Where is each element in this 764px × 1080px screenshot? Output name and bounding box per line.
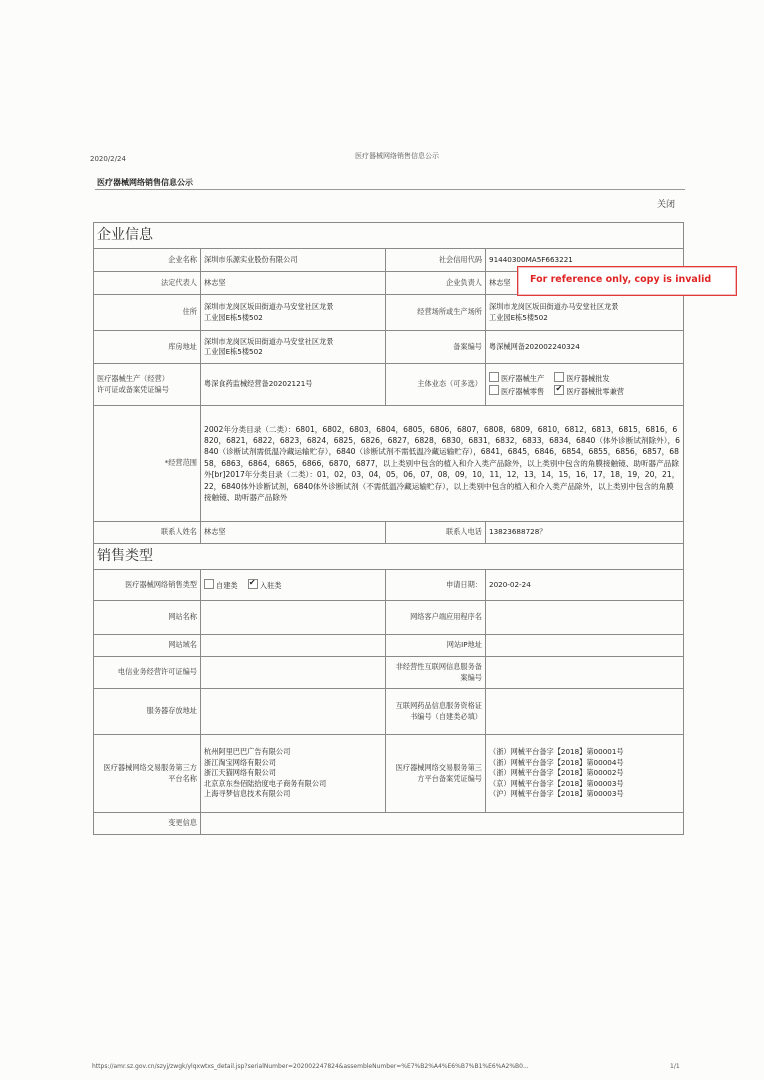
value-drug-info — [486, 689, 684, 735]
checkbox-box[interactable] — [554, 372, 564, 382]
sales-type-group — [201, 570, 386, 601]
enterprise-section-header — [94, 223, 684, 249]
checkbox-settled[interactable] — [248, 579, 282, 591]
checkbox-label: 医疗器械批发 — [566, 374, 610, 384]
value-scope: 2002年分类目录（二类）：6801，6802，6803，6804，6805，6806，6807，6808，6809，6810，6812，6813，6815，6816，6820，6821，6822，6823，6824，6825，6826，6827，6828，6830，6831，6832，6833，6834，6840（体外诊断试剂除外），6840（诊断试剂需低温冷藏运输贮存），6840（诊断试剂不需低温冷藏运输贮存），6841，6845，6846，6854，6855，6856，6857，6858，6863，6864，6865，6866，6870，6877，以上类别中包含的植入和介入类产品除外，以上类别中包含的角膜接触镜、助听器产品除外[br]2017年分类目录（二类）：01，02，03，04，05，06，07，08，09，10，11，12，13，14，15，16，17，18，19，20，21，22，6840体外诊断试剂，6840体外诊断试剂（不需低温冷藏运输贮存），以上类别中包含的植入和介入类产品除外，以上类别中包含的角膜接触镜、助听器产品除外 — [201, 406, 684, 522]
label-credit-code: 社会信用代码 — [386, 249, 486, 272]
label-legal-rep: 法定代表人 — [94, 272, 201, 295]
section-title-sales: 销售类型 — [97, 548, 153, 565]
label-apply-date: 申请日期： — [386, 570, 486, 601]
label-icp: 非经营性互联网信息服务备案编号 — [386, 657, 486, 689]
label-server: 服务器存放地址 — [94, 689, 201, 735]
checkbox-box[interactable] — [489, 372, 499, 382]
value-license: 粤深食药监械经营备20202121号 — [201, 364, 386, 406]
checkbox-box[interactable] — [554, 385, 564, 395]
value-telecom — [201, 657, 386, 689]
enterprise-info-table — [93, 222, 684, 835]
reference-only-text: For reference only, copy is invalid — [530, 274, 712, 285]
value-ip — [486, 635, 684, 657]
value-platform-names: 杭州阿里巴巴广告有限公司 浙江淘宝网络有限公司 浙江天猫网络有限公司 北京京东叁佰陆拾度电子商务有限公司 上海寻梦信息技术有限公司 — [201, 735, 386, 813]
label-drug-info: 互联网药品信息服务资格证书编号（自建类必填） — [386, 689, 486, 735]
value-legal-rep: 林志坚 — [201, 272, 386, 295]
value-app-name — [486, 601, 684, 635]
checkbox-box[interactable] — [248, 579, 258, 589]
value-site-name — [201, 601, 386, 635]
sales-section-header — [94, 544, 684, 570]
label-scope: *经营范围 — [94, 406, 201, 522]
checkbox-label: 医疗器械批零兼营 — [566, 386, 624, 396]
label-record-no: 备案编号 — [386, 331, 486, 364]
label-owner: 企业负责人 — [386, 272, 486, 295]
checkbox-self-built[interactable] — [204, 579, 238, 591]
checkbox-label: 医疗器械生产 — [501, 374, 545, 384]
label-business-type: 主体业态（可多选） — [386, 364, 486, 406]
checkbox-box[interactable] — [204, 579, 214, 589]
label-biz-address: 经营场所或生产场所 — [386, 295, 486, 331]
value-address: 深圳市龙岗区坂田街道办马安堂社区龙景 工业园E栋5楼502 — [201, 295, 386, 331]
checkbox-biz-retail[interactable] — [489, 385, 544, 397]
value-domain — [201, 635, 386, 657]
print-date: 2020/2/24 — [90, 155, 126, 163]
value-contact: 林志坚 — [201, 522, 386, 544]
value-record-no: 粤深械网备202002240324 — [486, 331, 684, 364]
label-enterprise-name: 企业名称 — [94, 249, 201, 272]
value-owner: 林志坚 — [486, 272, 684, 295]
value-warehouse: 深圳市龙岗区坂田街道办马安堂社区龙景 工业园E栋5楼502 — [201, 331, 386, 364]
checkbox-label: 自建类 — [216, 580, 238, 590]
label-change: 变更信息 — [94, 813, 201, 835]
footer-page-number: 1/1 — [670, 1063, 680, 1070]
label-app-name: 网络客户端应用程序名 — [386, 601, 486, 635]
value-credit-code: 91440300MA5F663221 — [486, 249, 684, 272]
value-icp — [486, 657, 684, 689]
value-phone: 13823688728？ — [486, 522, 684, 544]
value-server — [201, 689, 386, 735]
checkbox-box[interactable] — [489, 385, 499, 395]
label-phone: 联系人电话 — [386, 522, 486, 544]
section-title-enterprise: 企业信息 — [97, 227, 153, 244]
label-site-name: 网站名称 — [94, 601, 201, 635]
close-link[interactable]: 关闭 — [657, 200, 676, 210]
label-contact: 联系人姓名 — [94, 522, 201, 544]
checkbox-biz-both[interactable] — [554, 385, 624, 397]
title-divider — [95, 189, 685, 190]
label-license: 医疗器械生产（经营） 许可证或备案凭证编号 — [94, 364, 201, 406]
label-platform: 医疗器械网络交易服务第三方平台名称 — [94, 735, 201, 813]
label-sales-type: 医疗器械网络销售类型 — [94, 570, 201, 601]
checkbox-label: 医疗器械零售 — [501, 386, 545, 396]
label-platform-record: 医疗器械网络交易服务第三方平台备案凭证编号 — [386, 735, 486, 813]
label-warehouse: 库房地址 — [94, 331, 201, 364]
label-domain: 网站域名 — [94, 635, 201, 657]
label-telecom: 电信业务经营许可证编号 — [94, 657, 201, 689]
label-ip: 网站IP地址 — [386, 635, 486, 657]
value-change — [201, 813, 684, 835]
value-platform-records: （浙）网械平台备字【2018】第00001号 （浙）网械平台备字【2018】第00004号 （浙）网械平台备字【2018】第00002号 （京）网械平台备字【2018】第00003号 （沪）网械平台备字【2018】第00003号 — [486, 735, 684, 813]
business-type-group — [486, 364, 684, 406]
value-biz-address: 深圳市龙岗区坂田街道办马安堂社区龙景 工业园E栋5楼502 — [486, 295, 684, 331]
label-address: 住所 — [94, 295, 201, 331]
value-apply-date: 2020-02-24 — [486, 570, 684, 601]
value-enterprise-name: 深圳市乐源实业股份有限公司 — [201, 249, 386, 272]
checkbox-biz-production[interactable] — [489, 372, 544, 384]
checkbox-label: 入驻类 — [259, 580, 282, 590]
page-title: 医疗器械网络销售信息公示 — [97, 178, 193, 187]
print-header-title: 医疗器械网络销售信息公示 — [355, 152, 439, 160]
footer-url: https://amr.sz.gov.cn/szyj/zwgk/ylqxwtxs_detail.jsp?serialNumber=202002247824&assembleNumber=%E7%B2%A4%E6%B7%B1%E6%A2%B0... — [92, 1063, 529, 1070]
checkbox-biz-wholesale[interactable] — [554, 372, 609, 384]
